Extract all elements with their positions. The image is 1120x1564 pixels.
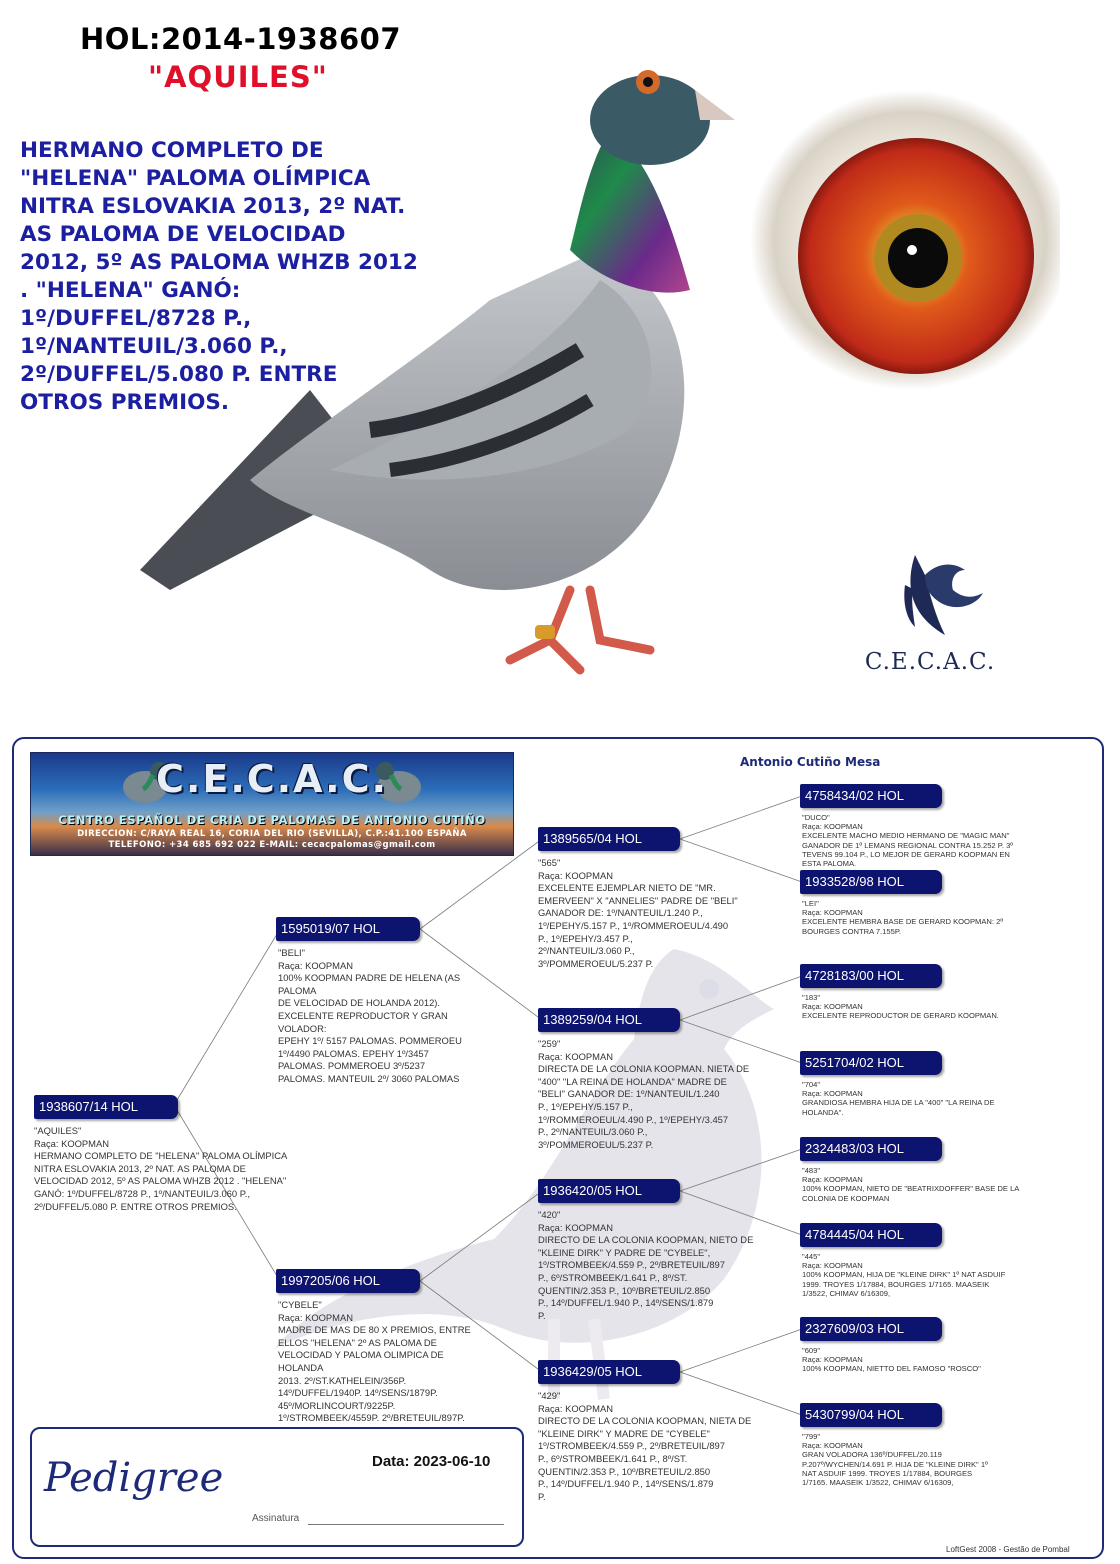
subject-ring-tag[interactable]: 1938607/14 HOL — [34, 1095, 178, 1119]
grandparent-ring-tag[interactable]: 1389565/04 HOL — [538, 827, 680, 851]
grandparent-info: "259" Raça: KOOPMAN DIRECTA DE LA COLONIA KOOPMAN. NIETA DE "400" "LA REINA DE HOLANDA" MADRE DE "BELI" GANADOR DE: 1º/NANTEUIL/1.240 P., 1º/EPEHY/5.157 P., 1º/ROMMEROEUL/4.490 P., 1º/EPEHY/3.457 P., 2º/NANTEUIL/3.060 P., 3º/POMMEROEUL/5.237 P. — [538, 1038, 750, 1150]
great-grandparent-ring-tag[interactable]: 2327609/03 HOL — [800, 1317, 942, 1341]
grandparent-ring-tag[interactable]: 1936420/05 HOL — [538, 1179, 680, 1203]
great-grandparent-info: "799" Raça: KOOPMAN GRAN VOLADORA 136º/DUFFEL/20.119 P.207º/WYCHEN/14.691 P. HIJA DE "KLEINE DIRK" 1º NAT ASDUIF 1999. TROYES 1/17884, BOURGES 1/7165. MAASEIK 1/3522, CHIMAV 6/16309, — [802, 1432, 988, 1488]
signature-label: Assinatura — [252, 1513, 300, 1524]
banner-title: C.E.C.A.C. — [156, 757, 388, 801]
great-grandparent-info: "483" Raça: KOOPMAN 100% KOOPMAN, NIETO DE "BEATRIXDOFFER" BASE DE LA COLONIA DE KOOPMAN — [802, 1166, 1020, 1203]
cecac-logo — [850, 545, 1010, 695]
pedigree-script-title: Pedigree — [44, 1455, 224, 1501]
pedigree-certificate — [12, 737, 1104, 1559]
grandparent-ring-tag[interactable]: 1936429/05 HOL — [538, 1360, 680, 1384]
grandparent-info: "420" Raça: KOOPMAN DIRECTO DE LA COLONIA KOOPMAN, NIETO DE "KLEINE DIRK" Y PADRE DE "CYBELE", 1º/STROMBEEK/4.559 P., 2º/BRETEUIL/897 P., 6º/STROMBEEK/1.641 P., 8º/ST. QUENTIN/2.353 P., 10º/BRETEUIL/2.850 P., 14º/DUFFEL/1.940 P., 14º/SENS/1.879 P. — [538, 1209, 754, 1321]
banner-phone-line: TELEFONO: +34 685 692 022 E-MAIL: cecacpalomas@gmail.com — [108, 840, 436, 850]
description: HERMANO COMPLETO DE "HELENA" PALOMA OLÍMPICA NITRA ESLOVAKIA 2013, 2º NAT. AS PALOMA DE VELOCIDAD 2012, 5º AS PALOMA WHZB 2012 . "HELENA" GANÓ: 1º/DUFFEL/8728 P., 1º/NANTEUIL/3.060 P., 2º/DUFFEL/5.080 P. ENTRE OTROS PREMIOS. — [20, 138, 418, 415]
eye-photo — [720, 60, 1060, 400]
grandparent-ring-tag[interactable]: 1389259/04 HOL — [538, 1008, 680, 1032]
great-grandparent-ring-tag[interactable]: 5251704/02 HOL — [800, 1051, 942, 1075]
grandparent-info: "565" Raça: KOOPMAN EXCELENTE EJEMPLAR NIETO DE "MR. EMERVEEN" X "ANNELIES" PADRE DE "BELI" GANADOR DE: 1º/NANTEUIL/1.240 P., 1º/EPEHY/5.157 P., 1º/ROMMEROEUL/4.490 P., 1º/EPEHY/3.457 P., 2º/NANTEUIL/3.060 P., 3º/POMMEROEUL/5.237 P. — [538, 857, 738, 969]
great-grandparent-ring-tag[interactable]: 1933528/98 HOL — [800, 870, 942, 894]
sire-ring-tag[interactable]: 1595019/07 HOL — [276, 917, 420, 941]
sire-info: "BELI" Raça: KOOPMAN 100% KOOPMAN PADRE DE HELENA (AS PALOMA DE VELOCIDAD DE HOLANDA 2012). EXCELENTE REPRODUCTOR Y GRAN VOLADOR: EPEHY 1º/ 5157 PALOMAS. POMMEROEU 1º/4490 PALOMAS. EPEHY 1º/3457 PALOMAS. POMMEROEU 3º/5237 PALOMAS. MANTEUIL 2º/ 3060 PALOMAS — [278, 947, 462, 1084]
certificate-date: Data: 2023-06-10 — [372, 1453, 491, 1470]
grandparent-info: "429" Raça: KOOPMAN DIRECTO DE LA COLONIA KOOPMAN, NIETA DE "KLEINE DIRK" Y MADRE DE "CYBELE" 1º/STROMBEEK/4.559 P., 2º/BRETEUIL/897 P., 6º/STROMBEEK/1.641 P., 8º/ST. QUENTIN/2.353 P., 10º/BRETEUIL/2.850 P., 14º/DUFFEL/1.940 P., 14º/SENS/1.879 P. — [538, 1390, 752, 1502]
dam-info: "CYBELE" Raça: KOOPMAN MADRE DE MAS DE 80 X PREMIOS, ENTRE ELLOS "HELENA" 2º AS PALOMA DE VELOCIDAD Y PALOMA OLIMPICA DE HOLANDA 2013. 2º/ST.KATHELEIN/356P. 14º/DUFFEL/1940P. 14º/SENS/1879P. 45º/MORLINCOURT/9225P. 1º/STROMBEEK/4559P. 2º/BRETEUIL/897P. — [278, 1299, 471, 1424]
great-grandparent-ring-tag[interactable]: 2324483/03 HOL — [800, 1137, 942, 1161]
banner-address-line: DIRECCION: C/RAYA REAL 16, CORIA DEL RIO (SEVILLA), C.P.:41.100 ESPAÑA — [77, 829, 467, 839]
great-grandparent-ring-tag[interactable]: 4758434/02 HOL — [800, 784, 942, 808]
bird-name: "AQUILES" — [148, 60, 328, 94]
great-grandparent-ring-tag[interactable]: 4728183/00 HOL — [800, 964, 942, 988]
banner-subtitle: CENTRO ESPAÑOL DE CRIA DE PALOMAS DE ANTONIO CUTIÑO — [58, 813, 486, 827]
great-grandparent-info: "445" Raça: KOOPMAN 100% KOOPMAN, HIJA DE "KLEINE DIRK" 1º NAT ASDUIF 1999. TROYES 1/17884, BOURGES 1/7165. MAASEIK 1/3522, CHIMAV 6/16309, — [802, 1252, 1006, 1298]
great-grandparent-ring-tag[interactable]: 4784445/04 HOL — [800, 1223, 942, 1247]
great-grandparent-info: "704" Raça: KOOPMAN GRANDIOSA HEMBRA HIJA DE LA "400" "LA REINA DE HOLANDA". — [802, 1080, 995, 1117]
certificate-box — [30, 1427, 524, 1547]
subject-info: "AQUILES" Raça: KOOPMAN HERMANO COMPLETO DE "HELENA" PALOMA OLÍMPICA NITRA ESLOVAKIA 2013, 2º NAT. AS PALOMA DE VELOCIDAD 2012, 5º AS PALOMA WHZB 2012 . "HELENA" GANÓ: 1º/DUFFEL/8728 P., 1º/NANTEUIL/3.060 P., 2º/DUFFEL/5.080 P. ENTRE OTROS PREMIOS. — [34, 1125, 288, 1212]
dove-logo-icon — [875, 545, 985, 645]
great-grandparent-info: "183" Raça: KOOPMAN EXCELENTE REPRODUCTOR DE GERARD KOOPMAN. — [802, 993, 999, 1021]
ring-number-title: HOL:2014-1938607 — [80, 22, 401, 56]
great-grandparent-ring-tag[interactable]: 5430799/04 HOL — [800, 1403, 942, 1427]
great-grandparent-info: "LEI" Raça: KOOPMAN EXCELENTE HEMBRA BASE DE GERARD KOOPMAN: 2º BOURGES CONTRA 7.155P. — [802, 899, 1004, 936]
owner-name: Antonio Cutiño Mesa — [740, 755, 881, 769]
great-grandparent-info: "609" Raça: KOOPMAN 100% KOOPMAN, NIETTO DEL FAMOSO "ROSCO" — [802, 1346, 981, 1374]
dam-ring-tag[interactable]: 1997205/06 HOL — [276, 1269, 420, 1293]
great-grandparent-info: "DUCO" Raça: KOOPMAN EXCELENTE MACHO MEDIO HERMANO DE "MAGIC MAN" GANADOR DE 1º LEMANS REGIONAL CONTRA 15.252 P. 3º TEVENS 99.104 P., LO MEJOR DE GERARD KOOPMAN EN ESTA PALOMA. — [802, 813, 1014, 869]
signature-line[interactable] — [308, 1524, 504, 1525]
software-footer: LoftGest 2008 - Gestão de Pombal — [946, 1545, 1070, 1554]
logo-text: C.E.C.A.C. — [864, 649, 996, 675]
